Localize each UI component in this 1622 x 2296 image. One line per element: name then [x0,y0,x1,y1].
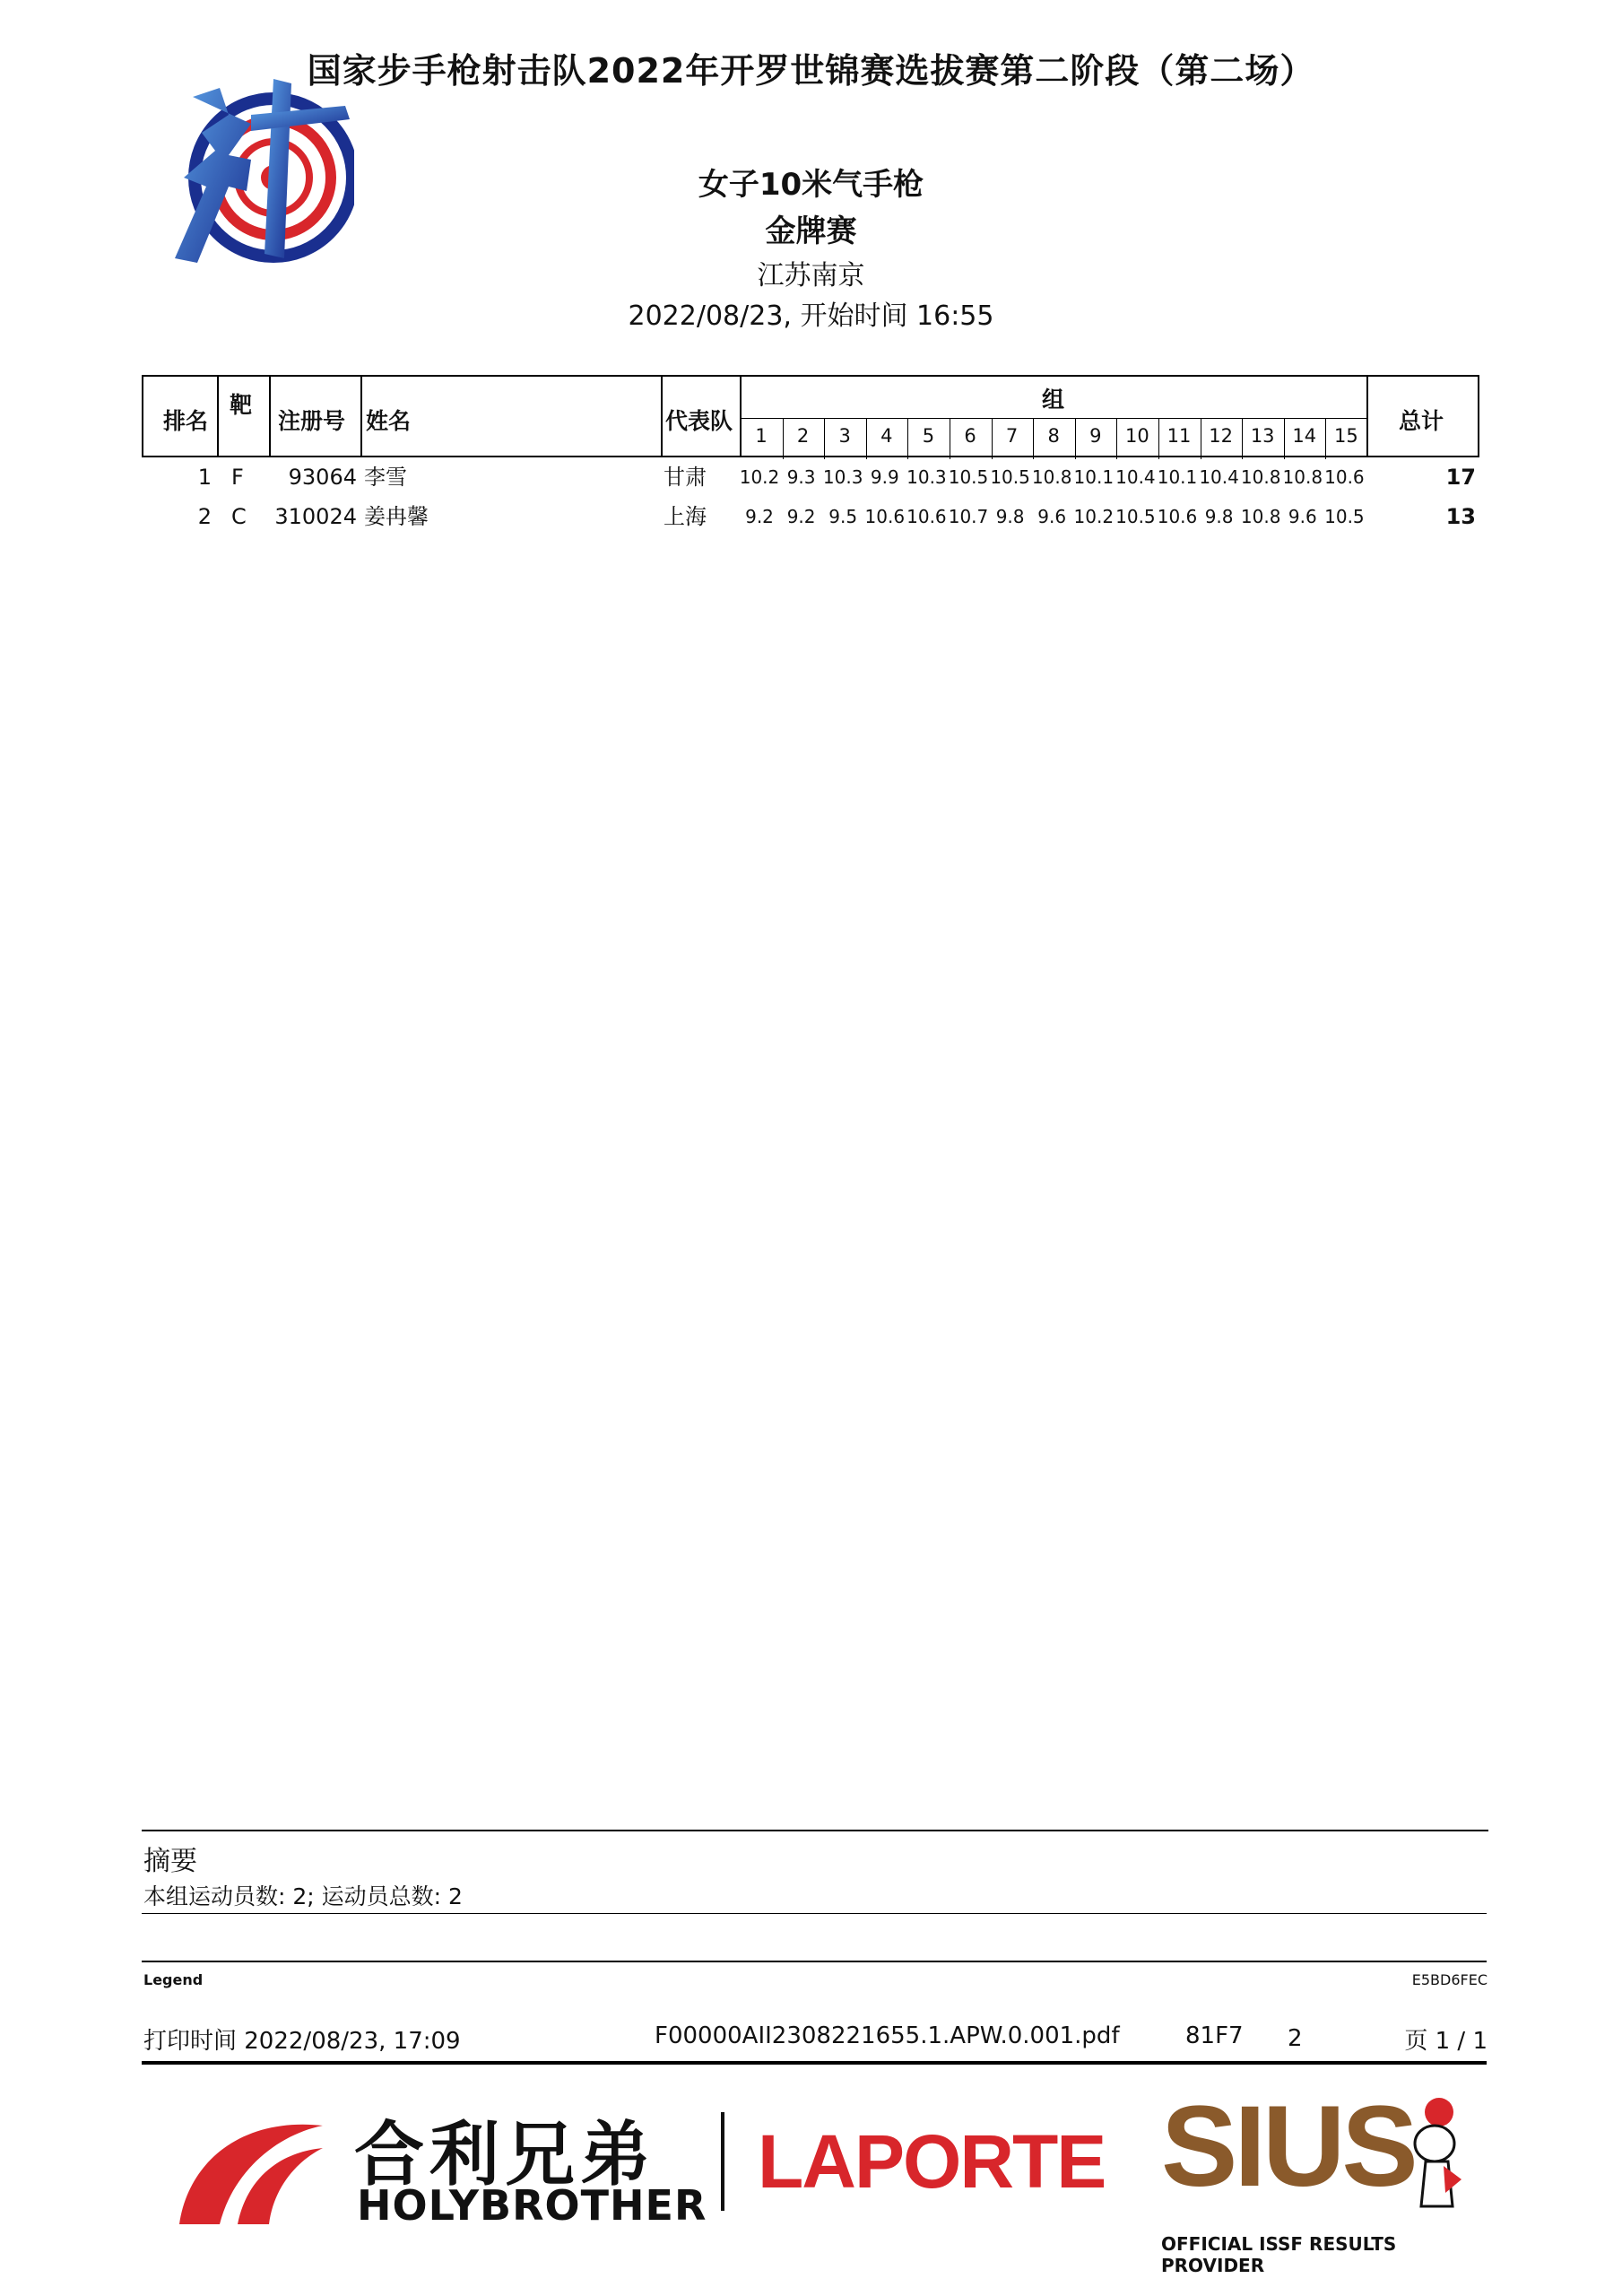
group-number-header: 7 [1005,425,1019,447]
copies: 2 [1288,2025,1303,2052]
group-score-cell: 10.6 [864,506,906,527]
group-score-cell: 9.9 [870,466,899,488]
group-score-cell: 10.8 [1282,466,1323,488]
group-number-header: 5 [922,425,935,447]
reg-no-cell: 310024 [274,504,357,529]
group-score-cell: 10.8 [1240,506,1281,527]
legend-rule [142,1961,1487,1962]
athlete-name-cell: 李雪 [364,465,407,490]
group-score-cell: 10.3 [822,466,863,488]
group-score-cell: 10.1 [1157,466,1198,488]
holybrother-chinese: 合利兄弟 [354,2115,656,2196]
holybrother-logo [170,2099,707,2233]
header-name: 姓名 [366,408,412,434]
group-score-cell: 10.1 [1073,466,1115,488]
start-datetime: 2022/08/23, 开始时间 16:55 [628,300,994,332]
group-number-header: 14 [1292,425,1317,447]
group-score-cell: 10.2 [1073,506,1115,527]
results-table-header [142,375,1479,457]
group-number-header: 15 [1334,425,1358,447]
sius-mascot-icon [1399,2090,1479,2224]
page-number: 页 1 / 1 [1404,2028,1488,2055]
table-row [142,458,1479,496]
group-score-cell: 10.2 [739,466,780,488]
checksum: 81F7 [1185,2022,1244,2049]
group-score-cell: 9.8 [1204,506,1234,527]
group-score-cell: 9.5 [828,506,858,527]
group-number-header: 4 [880,425,893,447]
document-code: E5BD6FEC [1411,1971,1488,1988]
group-number-header: 12 [1209,425,1233,447]
laporte-logo [758,2099,1107,2233]
header-reg-no: 注册号 [278,408,346,434]
group-score-cell: 10.5 [990,466,1030,488]
group-score-cell: 9.6 [1288,506,1317,527]
summary-bottom-rule [142,1913,1487,1914]
location: 江苏南京 [757,260,865,291]
group-score-cell: 10.8 [1240,466,1281,488]
rank-cell: 2 [197,504,212,529]
group-number-header: 13 [1250,425,1275,447]
total-cell: 13 [1445,504,1476,529]
group-number-header: 1 [755,425,768,447]
target-cell: C [231,504,247,529]
group-number-header: 3 [838,425,851,447]
group-number-header: 6 [964,425,976,447]
target-cell: F [231,465,244,490]
group-score-cell: 10.8 [1031,466,1072,488]
athlete-name-cell: 姜冉馨 [364,504,429,529]
group-score-cell: 10.4 [1199,466,1239,488]
phase-title: 金牌赛 [765,213,857,249]
header-total: 总计 [1399,408,1444,434]
group-number-header: 10 [1125,425,1149,447]
group-score-cell: 9.8 [995,506,1025,527]
team-cell: 上海 [664,504,707,529]
sius-tagline: OFFICIAL ISSF RESULTS PROVIDER [1161,2233,1397,2276]
table-row [142,498,1479,535]
summary-title: 摘要 [143,1846,197,1877]
reg-no-cell: 93064 [288,465,357,490]
group-score-cell: 9.2 [745,506,774,527]
rank-cell: 1 [197,465,212,490]
group-score-cell: 10.4 [1115,466,1156,488]
group-score-cell: 10.7 [948,506,989,527]
legend-label: Legend [143,1971,204,1988]
group-score-cell: 9.6 [1037,506,1067,527]
group-score-cell: 9.3 [786,466,816,488]
sius-logo [1161,2081,1493,2276]
header-team: 代表队 [665,408,733,434]
group-score-cell: 10.5 [948,466,989,488]
group-score-cell: 10.5 [1324,506,1365,527]
summary-top-rule [142,1830,1488,1831]
header-group: 组 [1042,387,1065,413]
group-score-cell: 10.3 [906,466,947,488]
sius-text: SIUS [1161,2083,1415,2211]
total-cell: 17 [1445,465,1476,490]
group-number-header: 2 [796,425,810,447]
page-title: 国家步手枪射击队2022年开罗世锦赛选拔赛第二阶段（第二场） [307,51,1315,91]
print-time: 打印时间 2022/08/23, 17:09 [143,2028,461,2055]
group-number-header: 9 [1089,425,1102,447]
group-score-cell: 10.6 [1157,506,1198,527]
holybrother-english: HOLYBROTHER [357,2181,707,2230]
footer-rule [142,2061,1487,2065]
group-score-cell: 10.6 [1324,466,1365,488]
sponsor-separator [721,2112,724,2211]
group-score-cell: 9.2 [786,506,816,527]
summary-text: 本组运动员数: 2; 运动员总数: 2 [143,1883,463,1909]
group-score-cell: 10.6 [906,506,947,527]
group-number-header: 11 [1167,425,1192,447]
holybrother-emblem-icon [170,2108,327,2233]
event-title: 女子10米气手枪 [698,167,924,203]
laporte-text: LAPORTE [758,2119,1106,2204]
group-number-header: 8 [1047,425,1060,447]
file-name: F00000AII2308221655.1.APW.0.001.pdf [655,2022,1120,2049]
team-cell: 甘肃 [664,465,707,490]
header-target: 靶 [230,392,253,418]
group-score-cell: 10.5 [1115,506,1156,527]
header-rank: 排名 [163,408,209,434]
